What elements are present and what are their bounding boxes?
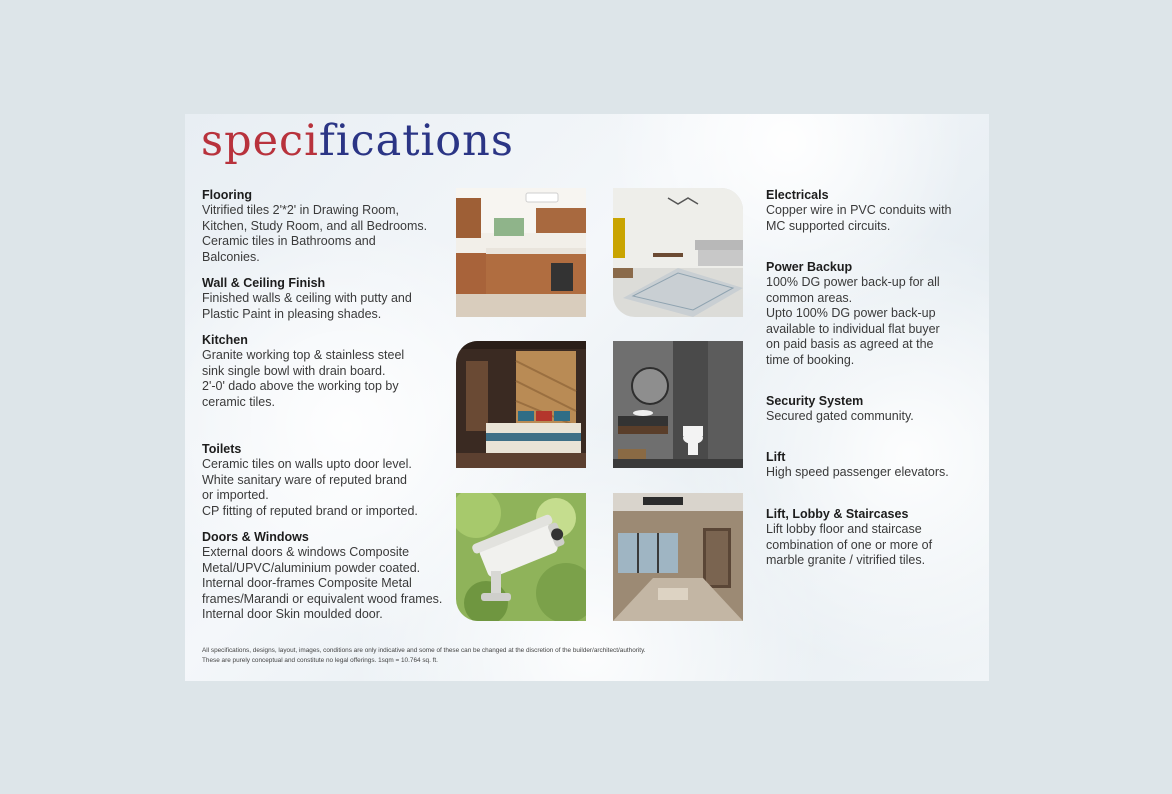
lift-lobby-photo: [613, 493, 743, 621]
spec-text: External doors & windows Composite Metal/UPVC/aluminium powder coated. Internal door-frames Composite Metal frames/Marandi or equivalent wood frames. Internal door Skin moulded door.: [202, 545, 443, 622]
spec-heading: Lift, Lobby & Staircases: [766, 507, 909, 521]
spec-heading: Doors & Windows: [202, 530, 309, 544]
specifications-sheet: [185, 114, 989, 681]
disclaimer: [202, 646, 802, 665]
spec-text: Vitrified tiles 2'*2' in Drawing Room, Kitchen, Study Room, and all Bedrooms. Ceramic tiles in Bathrooms and Balconies.: [202, 203, 428, 264]
spec-text: 100% DG power back-up for all common areas. Upto 100% DG power back-up available to individual flat buyer on paid basis as agreed at the time of booking.: [766, 275, 940, 367]
spec-lift-lobby-staircases: [766, 506, 932, 569]
disclaimer-line-2: These are purely conceptual and constitute no legal offerings. 1sqm = 10.764 sq. ft.: [202, 656, 438, 664]
title-part-blue: fications: [318, 116, 514, 166]
bedroom-photo: [456, 341, 586, 468]
spec-kitchen: [202, 332, 404, 410]
spec-flooring: [202, 187, 427, 265]
living-room-photo: [613, 188, 743, 317]
spec-doors-windows: [202, 529, 442, 623]
disclaimer-line-1: All specifications, designs, layout, images, conditions are only indicative and some of these can be changed at the discretion of the builder/architect/authority.: [202, 647, 646, 654]
kitchen-photo: [456, 188, 586, 317]
spec-heading: Toilets: [202, 442, 242, 456]
spec-wall-ceiling: [202, 275, 412, 322]
spec-text: Secured gated community.: [766, 409, 914, 423]
spec-text: Ceramic tiles on walls upto door level. White sanitary ware of reputed brand or imported. CP fitting of reputed brand or imported.: [202, 457, 418, 518]
spec-text: Granite working top & stainless steel sink single bowl with drain board. 2'-0' dado above the working top by ceramic tiles.: [202, 348, 405, 409]
title-part-red: speci: [201, 116, 319, 166]
spec-heading: Kitchen: [202, 333, 248, 347]
spec-security-system: [766, 393, 914, 425]
spec-lift: [766, 449, 949, 481]
spec-text: High speed passenger elevators.: [766, 465, 949, 479]
spec-toilets: [202, 441, 418, 519]
spec-heading: Electricals: [766, 188, 829, 202]
spec-heading: Security System: [766, 394, 864, 408]
spec-heading: Wall & Ceiling Finish: [202, 276, 326, 290]
page-title: [201, 116, 514, 166]
bathroom-photo: [613, 341, 743, 468]
spec-text: Lift lobby floor and staircase combination of one or more of marble granite / vitrified tiles.: [766, 522, 933, 568]
spec-text: Finished walls & ceiling with putty and Plastic Paint in pleasing shades.: [202, 291, 412, 321]
spec-heading: Lift: [766, 450, 786, 464]
spec-heading: Flooring: [202, 188, 252, 202]
spec-electricals: [766, 187, 952, 234]
spec-power-backup: [766, 259, 940, 369]
spec-heading: Power Backup: [766, 260, 853, 274]
spec-text: Copper wire in PVC conduits with MC supported circuits.: [766, 203, 952, 233]
security-camera-photo: [456, 493, 586, 621]
